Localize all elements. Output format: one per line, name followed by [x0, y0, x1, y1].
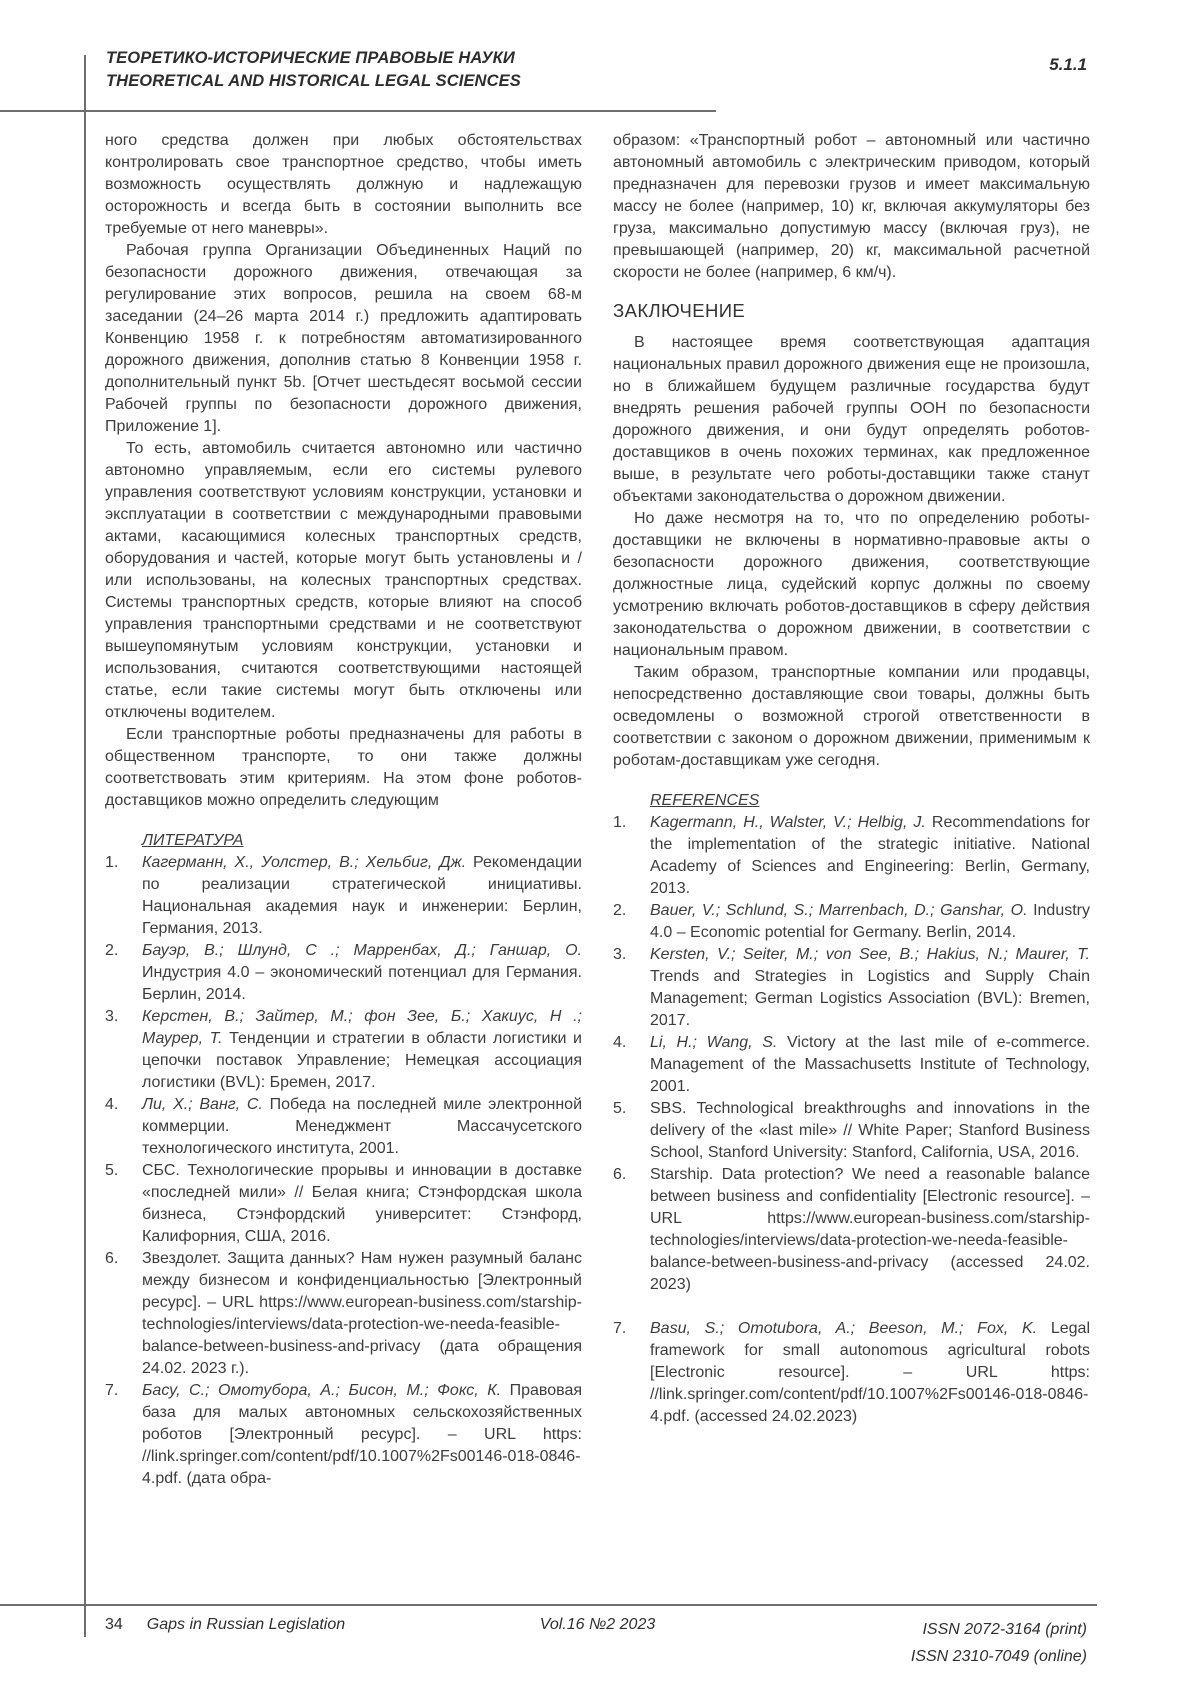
- item-authors: Li, H.; Wang, S.: [650, 1034, 778, 1051]
- reference-item: [613, 812, 1090, 900]
- literature-item: [105, 940, 582, 1006]
- item-number: 5.: [613, 1100, 627, 1117]
- paragraph: Но даже несмотря на то, что по определению роботы-доставщики не включены в нормативно-правовые акты о безопасности дорожного движения, соответствующие должностные лица, судейский корпус должны по своему усмотрению включать роботов-доставщиков в сферу действия законодательства о дорожном движении, в соответствии с национальным правом.: [613, 510, 1090, 659]
- item-number: 2.: [105, 942, 119, 959]
- right-column: [613, 130, 1090, 1592]
- footer-left: [105, 1616, 345, 1634]
- item-text: Индустрия 4.0 – экономический потенциал для Германия. Берлин, 2014.: [142, 964, 582, 1003]
- reference-item: [613, 1098, 1090, 1164]
- conclusion-heading: ЗАКЛЮЧЕНИЕ: [613, 300, 746, 321]
- reference-item: [613, 900, 1090, 944]
- item-text: Recommendations for the implementation of the strategic initiative. National Academy of Sciences and Engineering: Berlin, Germany, 2013.: [650, 814, 1090, 897]
- literature-item: [105, 1380, 582, 1490]
- item-text: Тенденции и стратегии в области логистики и цепочки поставок Управление; Немецкая ассоциация логистики (BVL): Бремен, 2017.: [142, 1030, 582, 1091]
- references-heading: REFERENCES: [650, 792, 760, 809]
- item-authors: Bauer, V.; Schlund, S.; Marrenbach, D.; Ganshar, O.: [650, 902, 1028, 919]
- item-number: 7.: [105, 1382, 119, 1399]
- rubric-title-ru: ТЕОРЕТИКО-ИСТОРИЧЕСКИЕ ПРАВОВЫЕ НАУКИ: [106, 49, 515, 67]
- reference-item: [613, 944, 1090, 1032]
- item-number: 6.: [613, 1166, 627, 1183]
- literature-item: [105, 852, 582, 940]
- journal-title: Gaps in Russian Legislation: [146, 1616, 346, 1633]
- literature-item: [105, 1006, 582, 1094]
- item-authors: Керстен, В.; Зайтер, М.; фон Зее, Б.; Хакиус, Н .; Маурер, Т.: [142, 1008, 582, 1047]
- item-text: Trends and Strategies in Logistics and Supply Chain Management; German Logistics Association (BVL): Bremen, 2017.: [650, 968, 1090, 1029]
- item-text: Победа на последней миле электронной коммерции. Менеджмент Массачусетского технологического института, 2001.: [142, 1096, 583, 1157]
- reference-item: [613, 1032, 1090, 1098]
- paragraph: То есть, автомобиль считается автономно или частично автономно управляемым, если его системы рулевого управления соответствуют условиям конструкции, установки и эксплуатации в соответствии с международными правовыми актами, касающимися колесных транспортных средств, оборудования и частей, которые могут быть установлены и / или использованы, на колесных транспортных средствах. Системы транспортных средств, которые влияют на способ управления транспортными средствами и не соответствуют вышеупомянутым условиям конструкции, установки и использования, считаются соответствующими настоящей статье, если такие системы могут быть отключены или отключены водителем.: [105, 440, 582, 721]
- literature-list: [105, 852, 582, 1490]
- item-authors: Ли, Х.; Ванг, С.: [142, 1096, 263, 1113]
- header-divider-rule: [0, 110, 716, 112]
- item-authors: Басу, С.; Омотубора, А.; Бисон, М.; Фокс, К.: [142, 1382, 502, 1399]
- left-margin-rule: [84, 55, 86, 1637]
- item-number: 3.: [613, 946, 627, 963]
- item-text: Звездолет. Защита данных? Нам нужен разумный баланс между бизнесом и конфиденциальностью [Электронный ресурс]. – URL https://www.european-business.com/starship-technologies/interviews/data-protection-we-needa-feasible-balance-between-business-and-privacy (дата обращения 24.02. 2023 г.).: [142, 1250, 582, 1377]
- paragraph: образом: «Транспортный робот – автономный или частично автономный автомобиль с электрическим приводом, который предназначен для перевозки грузов и имеет максимальную массу не более (например, 10) кг, включая аккумуляторы без груза, максимально допустимую массу (включая груз), не превышающей (например, 20) кг, максимальной расчетной скорости не более (например, 6 км/ч).: [613, 132, 1090, 281]
- item-text: Victory at the last mile of e-commerce. Management of the Massachusetts Institute of Technology, 2001.: [650, 1034, 1090, 1095]
- rubric-title-en: THEORETICAL AND HISTORICAL LEGAL SCIENCES: [106, 72, 521, 90]
- item-number: 3.: [105, 1008, 119, 1025]
- paragraph: Таким образом, транспортные компании или продавцы, непосредственно доставляющие свои товары, должны быть осведомлены о возможной строгой ответственности в соответствии с законом о дорожном движении, применимым к роботам-доставщикам уже сегодня.: [613, 664, 1090, 769]
- reference-item: [613, 1164, 1090, 1296]
- reference-item: [613, 1318, 1090, 1428]
- item-text: Industry 4.0 – Economic potential for Germany. Berlin, 2014.: [650, 902, 1090, 941]
- left-column: [105, 130, 582, 1592]
- literature-item: [105, 1094, 582, 1160]
- item-text: Рекомендации по реализации стратегической инициативы. Национальная академия наук и инженерии: Берлин, Германия, 2013.: [142, 854, 582, 937]
- volume-issue: Vol.16 №2 2023: [539, 1616, 656, 1633]
- references-list: [613, 812, 1090, 1428]
- item-number: 2.: [613, 902, 627, 919]
- item-authors: Kagermann, H., Walster, V.; Helbig, J.: [650, 814, 926, 831]
- item-number: 7.: [613, 1320, 627, 1337]
- page-number: 34: [105, 1616, 123, 1633]
- footer-right: [911, 1616, 1087, 1670]
- paragraph: Если транспортные роботы предназначены для работы в общественном транспорте, то они также должны соответствовать этим критериям. На этом фоне роботов-доставщиков можно определить следующим: [105, 726, 582, 809]
- item-number: 5.: [105, 1162, 119, 1179]
- footer-divider-rule: [0, 1604, 1097, 1606]
- item-number: 1.: [105, 854, 119, 871]
- item-number: 1.: [613, 814, 627, 831]
- item-text: SBS. Technological breakthroughs and innovations in the delivery of the «last mile» // White Paper; Stanford Business School, Stanford University: Stanford, California, USA, 2016.: [650, 1100, 1090, 1161]
- page-header: [106, 47, 521, 93]
- article-body: [105, 130, 1090, 1592]
- section-number: 5.1.1: [1049, 55, 1087, 74]
- literature-heading: ЛИТЕРАТУРА: [142, 832, 244, 849]
- item-authors: Бауэр, В.; Шлунд, С .; Марренбах, Д.; Ганшар, О.: [142, 942, 582, 959]
- item-number: 6.: [105, 1250, 119, 1267]
- item-authors: Basu, S.; Omotubora, A.; Beeson, M.; Fox, K.: [650, 1320, 1038, 1337]
- item-text: Правовая база для малых автономных сельскохозяйственных роботов [Электронный ресурс]. – URL https: //link.springer.com/content/pdf/10.1007%2Fs00146-018-0846-4.pdf. (дата обра-: [142, 1382, 582, 1487]
- paragraph: В настоящее время соответствующая адаптация национальных правил дорожного движения еще не произошла, но в ближайшем будущем различные государства будут внедрять решения рабочей группы ООН по безопасности дорожного движения, и они будут определять роботов-доставщиков в очень похожих терминах, как предложенное выше, в результате чего роботы-доставщики также станут объектами законодательства о дорожном движении.: [613, 334, 1090, 505]
- item-text: Legal framework for small autonomous agricultural robots [Electronic resource]. – URL https: //link.springer.com/content/pdf/10.1007%2Fs00146-018-0846-4.pdf. (accessed 24.02.2023): [650, 1320, 1090, 1425]
- item-text: Starship. Data protection? We need a reasonable balance between business and confidentiality [Electronic resource]. – URL https://www.european-business.com/starship-technologies/interviews/data-protection-we-needa-feasible-balance-between-business-and-privacy (accessed 24.02. 2023): [650, 1166, 1090, 1293]
- literature-item: [105, 1248, 582, 1380]
- item-text: СБС. Технологические прорывы и инновации в доставке «последней мили» // Белая книга; Стэнфордская школа бизнеса, Стэнфордский университет: Стэнфорд, Калифорния, США, 2016.: [142, 1162, 582, 1245]
- paragraph: Рабочая группа Организации Объединенных Наций по безопасности дорожного движения, отвечающая за регулирование этих вопросов, решила на своем 68-м заседании (24–26 марта 2014 г.) предложить адаптировать Конвенцию 1958 г. к потребностям автоматизированного дорожного движения, дополнив статью 8 Конвенции 1958 г. дополнительный пункт 5b. [Отчет шестьдесят восьмой сессии Рабочей группы по безопасности дорожного движения, Приложение 1].: [105, 242, 582, 435]
- paragraph: ного средства должен при любых обстоятельствах контролировать свое транспортное средство, чтобы иметь возможность осуществлять должную и надлежащую осторожность и всегда быть в состоянии выполнить все требуемые от него маневры».: [105, 132, 582, 237]
- item-authors: Kersten, V.; Seiter, M.; von See, B.; Hakius, N.; Maurer, T.: [650, 946, 1090, 963]
- issn-print: ISSN 2072-3164 (print): [922, 1621, 1087, 1638]
- item-number: 4.: [613, 1034, 627, 1051]
- item-number: 4.: [105, 1096, 119, 1113]
- literature-item: [105, 1160, 582, 1248]
- issn-online: ISSN 2310-7049 (online): [910, 1648, 1087, 1665]
- item-authors: Кагерманн, Х., Уолстер, В.; Хельбиг, Дж.: [142, 854, 467, 871]
